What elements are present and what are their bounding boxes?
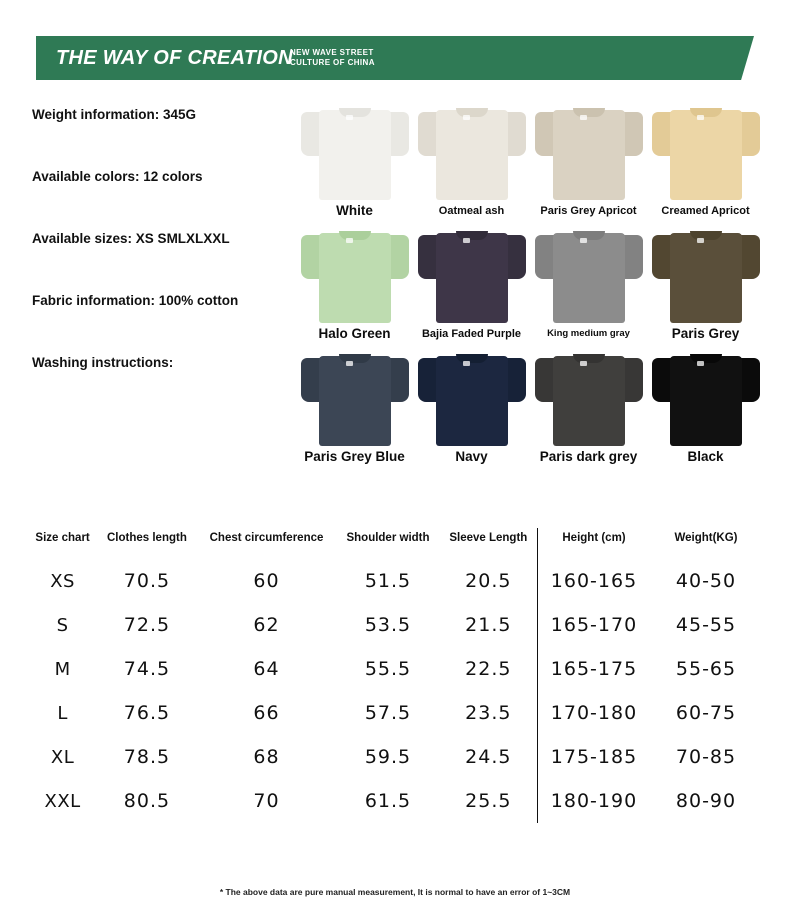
color-name: Bajia Faded Purple [421, 328, 522, 340]
tshirt-collar [690, 231, 722, 240]
spec-colors: Available colors: 12 colors [32, 169, 203, 184]
tshirt-collar [690, 354, 722, 363]
tshirt-collar [456, 108, 488, 117]
cell-chest: 66 [253, 702, 280, 724]
tshirt-sleeve-right [623, 235, 643, 279]
color-name: Black [687, 449, 724, 464]
cell-size: L [57, 702, 68, 724]
tshirt-body [436, 110, 508, 200]
tshirt-collar [339, 108, 371, 117]
tshirt-collar [456, 231, 488, 240]
cell-shoulder: 59.5 [364, 746, 412, 768]
tshirt-body [319, 356, 391, 446]
th-size-chart: Size chart [35, 532, 90, 544]
tshirt-sleeve-right [740, 358, 760, 402]
th-weight: Weight(KG) [674, 532, 738, 544]
tshirt-icon [418, 350, 526, 446]
cell-sleeve: 24.5 [465, 746, 512, 768]
color-swatch-white[interactable] [296, 104, 413, 217]
tshirt-collar [339, 231, 371, 240]
cell-shoulder: 55.5 [364, 658, 412, 680]
cell-sleeve: 20.5 [465, 570, 512, 592]
cell-clothes-length: 76.5 [123, 702, 171, 724]
tshirt-sleeve-left [652, 112, 672, 156]
cell-clothes-length: 72.5 [123, 614, 171, 636]
size-chart [28, 528, 762, 823]
tshirt-body [553, 110, 625, 200]
color-swatch-paris-dark-grey[interactable] [530, 350, 647, 463]
cell-clothes-length: 78.5 [123, 746, 171, 768]
cell-clothes-length: 80.5 [123, 790, 171, 812]
tshirt-sleeve-right [389, 235, 409, 279]
tshirt-icon [535, 350, 643, 446]
cell-weight: 60-75 [675, 702, 737, 724]
table-row [28, 647, 762, 691]
cell-weight: 80-90 [675, 790, 737, 812]
tshirt-sleeve-left [301, 358, 321, 402]
header-banner [36, 36, 754, 80]
spec-washing: Washing instructions: [32, 355, 174, 370]
tshirt-tag [463, 361, 470, 366]
tshirt-icon [418, 227, 526, 323]
cell-height: 160-165 [538, 559, 651, 603]
tshirt-collar [690, 108, 722, 117]
tshirt-collar [456, 354, 488, 363]
tshirt-sleeve-right [623, 358, 643, 402]
measurement-footnote: * The above data are pure manual measurement, It is normal to have an error of 1~3CM [219, 887, 571, 897]
cell-chest: 64 [253, 658, 280, 680]
table-row [28, 603, 762, 647]
tshirt-tag [346, 361, 353, 366]
color-swatch-king-medium-gray[interactable] [530, 227, 647, 340]
th-height: Height (cm) [538, 528, 651, 559]
tshirt-tag [580, 238, 587, 243]
tshirt-icon [535, 227, 643, 323]
color-swatch-halo-green[interactable] [296, 227, 413, 340]
tshirt-body [319, 233, 391, 323]
tshirt-sleeve-left [652, 358, 672, 402]
color-row-1 [296, 104, 766, 217]
color-swatch-paris-grey-apricot[interactable] [530, 104, 647, 217]
tshirt-sleeve-left [418, 112, 438, 156]
tshirt-sleeve-left [535, 358, 555, 402]
color-swatch-creamed-apricot[interactable] [647, 104, 764, 217]
size-table [28, 528, 762, 823]
color-swatch-bajia-faded-purple[interactable] [413, 227, 530, 340]
tshirt-icon [535, 104, 643, 200]
cell-size: S [56, 614, 69, 636]
page-title: THE WAY OF CREATION [56, 47, 293, 69]
color-name: Paris Grey [671, 326, 740, 341]
tshirt-sleeve-left [535, 235, 555, 279]
tshirt-sleeve-left [418, 358, 438, 402]
tshirt-sleeve-right [506, 358, 526, 402]
cell-height: 165-170 [538, 603, 651, 647]
tshirt-tag [697, 115, 704, 120]
table-row [28, 691, 762, 735]
tshirt-body [670, 110, 742, 200]
color-name: King medium gray [547, 328, 630, 339]
th-sleeve-length: Sleeve Length [449, 532, 528, 544]
tshirt-icon [301, 227, 409, 323]
tshirt-icon [418, 104, 526, 200]
th-shoulder-width: Shoulder width [346, 532, 430, 544]
tshirt-tag [697, 238, 704, 243]
tshirt-body [436, 356, 508, 446]
tshirt-sleeve-right [506, 235, 526, 279]
cell-shoulder: 51.5 [364, 570, 412, 592]
cell-clothes-length: 74.5 [123, 658, 171, 680]
tshirt-body [553, 356, 625, 446]
tshirt-collar [573, 108, 605, 117]
tshirt-tag [346, 238, 353, 243]
color-name: Paris dark grey [539, 449, 638, 464]
tshirt-collar [339, 354, 371, 363]
tshirt-collar [573, 231, 605, 240]
cell-height: 170-180 [538, 691, 651, 735]
tshirt-tag [463, 115, 470, 120]
tshirt-tag [580, 115, 587, 120]
color-swatch-paris-grey[interactable] [647, 227, 764, 340]
tshirt-icon [652, 227, 760, 323]
cell-sleeve: 23.5 [465, 702, 512, 724]
th-chest-circumference: Chest circumference [209, 532, 324, 544]
spec-list [32, 106, 294, 372]
cell-shoulder: 61.5 [364, 790, 412, 812]
tshirt-sleeve-right [389, 112, 409, 156]
tshirt-sleeve-right [389, 358, 409, 402]
color-row-2 [296, 227, 766, 340]
tshirt-tag [463, 238, 470, 243]
cell-height: 180-190 [538, 779, 651, 823]
color-swatch-navy[interactable] [413, 350, 530, 463]
tshirt-icon [652, 350, 760, 446]
banner-subtitle: NEW WAVE STREET CULTURE OF CHINA [290, 48, 375, 67]
color-row-3 [296, 350, 766, 463]
tshirt-icon [652, 104, 760, 200]
cell-chest: 60 [253, 570, 280, 592]
cell-height: 165-175 [538, 647, 651, 691]
color-swatch-oatmeal-ash[interactable] [413, 104, 530, 217]
cell-clothes-length: 70.5 [123, 570, 171, 592]
table-row [28, 735, 762, 779]
cell-size: XXL [44, 790, 81, 812]
tshirt-body [553, 233, 625, 323]
color-grid [296, 104, 766, 473]
cell-weight: 40-50 [675, 570, 737, 592]
color-swatch-black[interactable] [647, 350, 764, 463]
cell-weight: 45-55 [675, 614, 737, 636]
table-header-row [28, 528, 762, 559]
tshirt-sleeve-left [418, 235, 438, 279]
table-row [28, 779, 762, 823]
color-name: Halo Green [318, 326, 391, 341]
cell-shoulder: 57.5 [364, 702, 412, 724]
color-name: White [336, 203, 373, 218]
table-row [28, 559, 762, 603]
cell-chest: 68 [253, 746, 280, 768]
tshirt-sleeve-right [740, 112, 760, 156]
tshirt-sleeve-left [301, 112, 321, 156]
tshirt-tag [580, 361, 587, 366]
cell-weight: 55-65 [675, 658, 737, 680]
tshirt-collar [573, 354, 605, 363]
color-name: Creamed Apricot [661, 205, 750, 217]
cell-sleeve: 22.5 [465, 658, 512, 680]
cell-shoulder: 53.5 [364, 614, 412, 636]
th-clothes-length: Clothes length [106, 532, 187, 544]
cell-size: M [54, 658, 71, 680]
tshirt-sleeve-right [506, 112, 526, 156]
cell-chest: 70 [253, 790, 280, 812]
cell-chest: 62 [253, 614, 280, 636]
cell-size: XL [50, 746, 75, 768]
tshirt-sleeve-right [623, 112, 643, 156]
tshirt-body [319, 110, 391, 200]
cell-sleeve: 21.5 [465, 614, 512, 636]
tshirt-icon [301, 350, 409, 446]
spec-weight: Weight information: 345G [32, 107, 197, 122]
tshirt-sleeve-right [740, 235, 760, 279]
color-name: Paris Grey Apricot [540, 205, 637, 217]
cell-height: 175-185 [538, 735, 651, 779]
tshirt-sleeve-left [652, 235, 672, 279]
tshirt-sleeve-left [535, 112, 555, 156]
cell-weight: 70-85 [675, 746, 737, 768]
tshirt-sleeve-left [301, 235, 321, 279]
tshirt-icon [301, 104, 409, 200]
cell-size: XS [50, 570, 75, 592]
tshirt-tag [346, 115, 353, 120]
tshirt-body [436, 233, 508, 323]
color-name: Paris Grey Blue [304, 449, 405, 464]
spec-fabric: Fabric information: 100% cotton [32, 293, 239, 308]
spec-sizes: Available sizes: XS SMLXLXXL [32, 231, 230, 246]
color-name: Navy [455, 449, 488, 464]
tshirt-body [670, 356, 742, 446]
tshirt-tag [697, 361, 704, 366]
color-swatch-paris-grey-blue[interactable] [296, 350, 413, 463]
cell-sleeve: 25.5 [465, 790, 512, 812]
tshirt-body [670, 233, 742, 323]
color-name: Oatmeal ash [438, 205, 505, 217]
